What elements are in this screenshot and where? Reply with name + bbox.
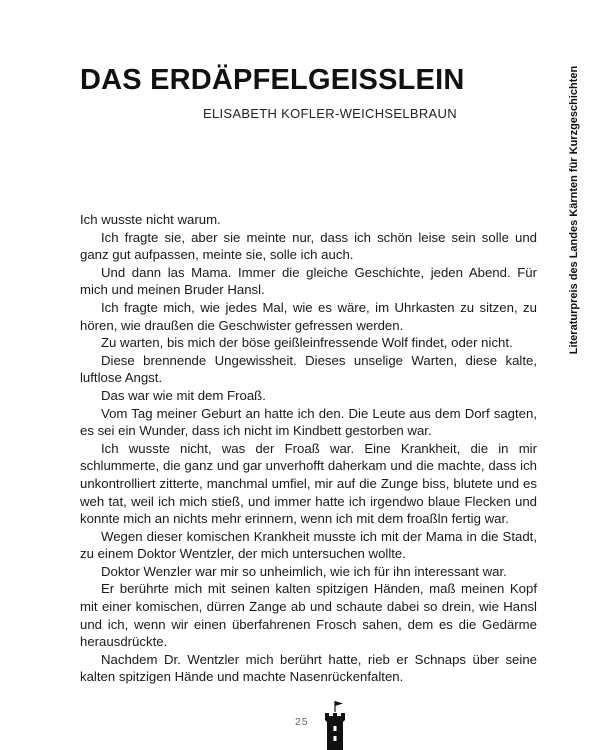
paragraph: Ich fragte sie, aber sie meinte nur, dass ich schön leise sein solle und ganz gut aufpassen, meinte sie, solle ich auch. — [80, 229, 537, 263]
castle-tower-icon — [318, 700, 352, 750]
author-name: ELISABETH KOFLER-WEICHSELBRAUN — [203, 106, 457, 121]
paragraph: Ich fragte mich, wie jedes Mal, wie es wäre, im Uhrkasten zu sitzen, zu hören, wie draußen die Geschwister gefressen werden. — [80, 299, 537, 333]
paragraph: Ich wusste nicht warum. — [80, 212, 221, 227]
paragraph: Ich wusste nicht, was der Froaß war. Eine Krankheit, die in mir schlummerte, die ganz und gar unverhofft daherkam und die machte, dass ich unkontrolliert zitterte, manchmal umfiel, mir auf die Zunge biss, blutete und es weh tat, weil ich mich stieß, und immer hatte ich irgendwo blaue Flecken und konnte mich an nichts mehr erinnern, wenn ich mit dem froaßln fertig war. — [80, 440, 537, 527]
paragraph: Vom Tag meiner Geburt an hatte ich den. Die Leute aus dem Dorf sagten, es sei ein Wunder, dass ich nicht im Kindbett gestorben war. — [80, 405, 537, 439]
paragraph: Doktor Wenzler war mir so unheimlich, wie ich für ihn interessant war. — [101, 563, 507, 579]
vertical-sidebar-label — [564, 65, 584, 354]
paragraph: Nachdem Dr. Wentzler mich berührt hatte, rieb er Schnaps über seine kalten spitzigen Hände und machte Nasenrückenfalten. — [80, 651, 537, 685]
paragraph: Diese brennende Ungewissheit. Dieses unselige Warten, diese kalte, luftlose Angst. — [80, 352, 537, 386]
paragraph: Er berührte mich mit seinen kalten spitzigen Händen, maß meinen Kopf mit einer komischen, dürren Zange ab und schaute dabei so drein, wie Hansl und ich, wenn wir einen überfahrenen Frosch sahen, dem es die Gedärme herausdrückte. — [80, 581, 537, 650]
paragraph: Wegen dieser komischen Krankheit musste ich mit der Mama in die Stadt, zu einem Doktor Wentzler, der mich untersuchen wollte. — [80, 528, 537, 562]
page-number: 25 — [295, 716, 309, 728]
sidebar-text: Literaturpreis des Landes Kärnten für Kurzgeschichten — [568, 65, 580, 354]
paragraph: Zu warten, bis mich der böse geißleinfressende Wolf findet, oder nicht. — [101, 335, 513, 351]
paragraph: Und dann las Mama. Immer die gleiche Geschichte, jeden Abend. Für mich und meinen Bruder Hansl. — [80, 264, 537, 298]
story-body — [80, 211, 537, 686]
paragraph: Das war wie mit dem Froaß. — [101, 387, 266, 403]
story-title: DAS ERDÄPFELGEISSLEIN — [80, 64, 465, 96]
